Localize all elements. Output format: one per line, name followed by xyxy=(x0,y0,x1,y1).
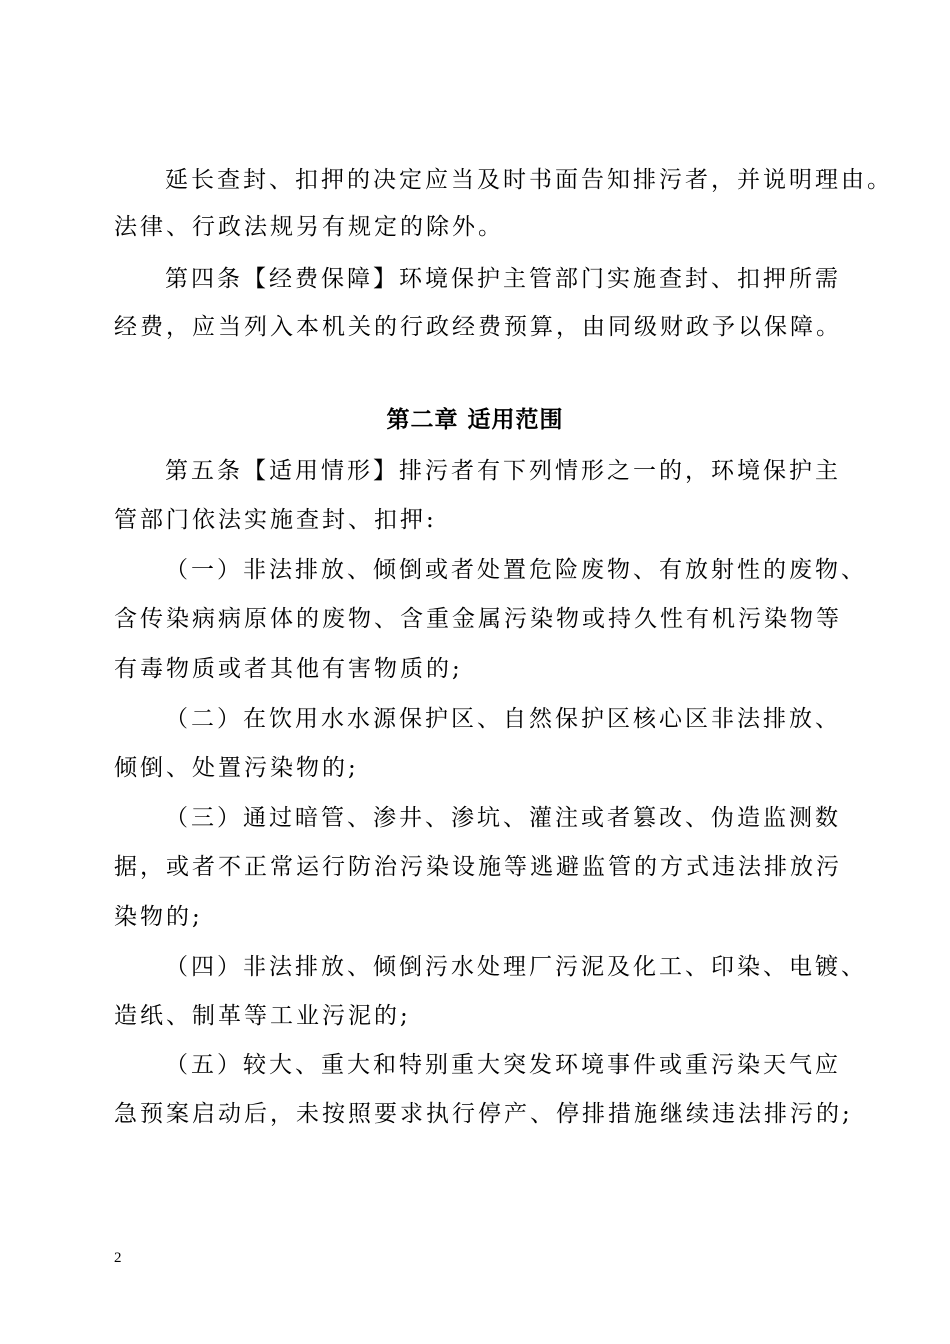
item-5-line: （五）较大、重大和特别重大突发环境事件或重污染天气应 xyxy=(165,1052,841,1078)
item-4-line: （四）非法排放、倾倒污水处理厂污泥及化工、印染、电镀、 xyxy=(165,954,867,980)
article-5-line: 管部门依法实施查封、扣押: xyxy=(114,507,437,533)
article-4-line: 经费，应当列入本机关的行政经费预算，由同级财政予以保障。 xyxy=(114,314,842,340)
item-4-line: 造纸、制革等工业污泥的; xyxy=(114,1003,411,1029)
page-number: 2 xyxy=(114,1250,122,1266)
item-1-line: 有毒物质或者其他有害物质的; xyxy=(114,656,463,682)
item-3-line: 染物的; xyxy=(114,904,203,930)
paragraph-line: 延长查封、扣押的决定应当及时书面告知排污者，并说明理由。 xyxy=(165,167,893,193)
item-3-line: 据，或者不正常运行防治污染设施等逃避监管的方式违法排放污 xyxy=(114,854,842,880)
chapter-heading: 第二章 适用范围 xyxy=(386,407,564,433)
paragraph-line: 法律、行政法规另有规定的除外。 xyxy=(114,214,504,240)
item-1-line: （一）非法排放、倾倒或者处置危险废物、有放射性的废物、 xyxy=(165,557,867,583)
item-3-line: （三）通过暗管、渗井、渗坑、灌注或者篡改、伪造监测数 xyxy=(165,805,841,831)
item-2-line: （二）在饮用水水源保护区、自然保护区核心区非法排放、 xyxy=(165,706,841,732)
item-2-line: 倾倒、处置污染物的; xyxy=(114,755,359,781)
article-4-line: 第四条【经费保障】环境保护主管部门实施查封、扣押所需 xyxy=(165,266,841,292)
item-1-line: 含传染病病原体的废物、含重金属污染物或持久性有机污染物等 xyxy=(114,606,842,632)
article-5-line: 第五条【适用情形】排污者有下列情形之一的，环境保护主 xyxy=(165,458,841,484)
item-5-line: 急预案启动后，未按照要求执行停产、停排措施继续违法排污的; xyxy=(114,1101,853,1127)
